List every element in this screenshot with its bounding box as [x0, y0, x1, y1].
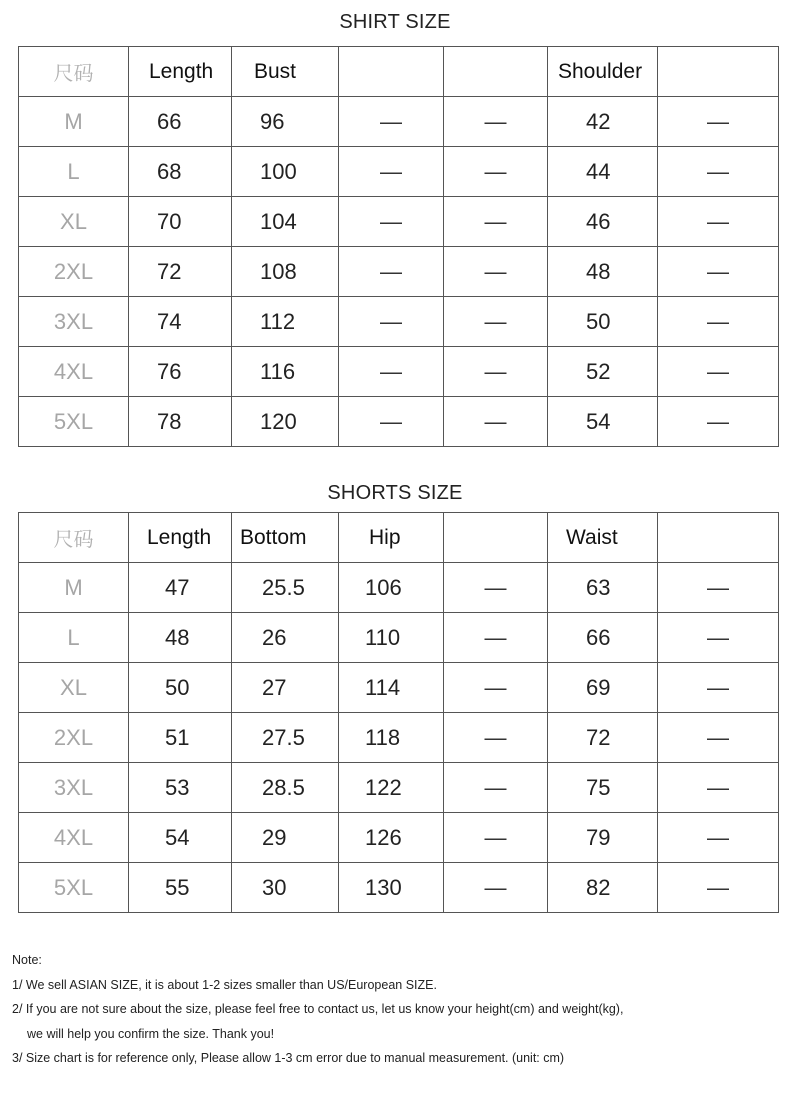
- shorts-table-cell: 122: [339, 763, 444, 813]
- shorts-table-cell: 66: [548, 613, 658, 663]
- shirt-table-cell: 96: [232, 97, 339, 147]
- shirt-table-cell: 68: [129, 147, 232, 197]
- shirt-table-cell: —: [658, 347, 779, 397]
- shorts-table-cell: 26: [232, 613, 339, 663]
- shirt-table-cell: 112: [232, 297, 339, 347]
- shorts-table-cell: 53: [129, 763, 232, 813]
- shorts-size-title: SHORTS SIZE: [327, 482, 463, 504]
- shirt-size-label: 3XL: [19, 297, 129, 347]
- shorts-size-label: 3XL: [19, 763, 129, 813]
- shorts-table-row: [19, 663, 779, 713]
- shorts-size-label: L: [19, 613, 129, 663]
- shirt-table-row: [19, 147, 779, 197]
- shirt-header-cell: Length: [129, 47, 232, 97]
- shorts-table-cell: 69: [548, 663, 658, 713]
- shorts-table-cell: —: [658, 813, 779, 863]
- shirt-table-cell: —: [658, 147, 779, 197]
- note-line-3: 3/ Size chart is for reference only, Please allow 1-3 cm error due to manual measurement. (unit: cm): [12, 1051, 565, 1065]
- shirt-table-cell: —: [658, 247, 779, 297]
- shorts-table-cell: 106: [339, 563, 444, 613]
- shirt-table-cell: —: [444, 397, 548, 447]
- shorts-size-table: [18, 512, 779, 913]
- shorts-table-cell: 27.5: [232, 713, 339, 763]
- shirt-table-cell: 52: [548, 347, 658, 397]
- shorts-table-cell: —: [444, 663, 548, 713]
- shorts-table-cell: 82: [548, 863, 658, 913]
- shorts-size-label: XL: [19, 663, 129, 713]
- shorts-table-cell: 72: [548, 713, 658, 763]
- shorts-table-cell: 51: [129, 713, 232, 763]
- shirt-header-cell: [339, 47, 444, 97]
- shirt-table-cell: —: [658, 397, 779, 447]
- shirt-table-cell: —: [444, 297, 548, 347]
- shorts-table-cell: —: [658, 613, 779, 663]
- shorts-header-cell: Hip: [339, 513, 444, 563]
- shirt-table-cell: 100: [232, 147, 339, 197]
- shorts-table-cell: 55: [129, 863, 232, 913]
- shorts-table-cell: —: [658, 863, 779, 913]
- shirt-table-row: [19, 347, 779, 397]
- shirt-table-cell: 54: [548, 397, 658, 447]
- shorts-table-cell: 25.5: [232, 563, 339, 613]
- note-line-1: 1/ We sell ASIAN SIZE, it is about 1-2 sizes smaller than US/European SIZE.: [12, 977, 437, 992]
- shirt-header-cell: [444, 47, 548, 97]
- shorts-header-cell: Length: [129, 513, 232, 563]
- shirt-table-cell: 78: [129, 397, 232, 447]
- shorts-table-cell: —: [444, 763, 548, 813]
- shirt-table-cell: 74: [129, 297, 232, 347]
- shirt-table-cell: 116: [232, 347, 339, 397]
- shorts-table-cell: —: [444, 813, 548, 863]
- shirt-table-cell: —: [444, 347, 548, 397]
- shirt-table-row: [19, 97, 779, 147]
- shirt-table-cell: —: [658, 197, 779, 247]
- shirt-size-label: 5XL: [19, 397, 129, 447]
- shirt-table-cell: 48: [548, 247, 658, 297]
- shorts-table-cell: —: [658, 713, 779, 763]
- shirt-table-cell: 70: [129, 197, 232, 247]
- shorts-header-cell: Waist: [548, 513, 658, 563]
- shorts-size-label: M: [19, 563, 129, 613]
- shorts-table-cell: 130: [339, 863, 444, 913]
- shirt-table-cell: —: [339, 197, 444, 247]
- shorts-table-cell: —: [658, 563, 779, 613]
- shirt-table-cell: 104: [232, 197, 339, 247]
- shorts-table-cell: 110: [339, 613, 444, 663]
- shirt-header-cell: Shoulder: [548, 47, 658, 97]
- shirt-table-cell: 66: [129, 97, 232, 147]
- shorts-size-label: 4XL: [19, 813, 129, 863]
- note-line-2: 2/ If you are not sure about the size, please feel free to contact us, let us know your height(cm) and weight(kg),: [12, 1002, 624, 1016]
- shorts-table-row: [19, 563, 779, 613]
- shirt-table-row: [19, 397, 779, 447]
- shorts-table-cell: 47: [129, 563, 232, 613]
- shirt-table-cell: —: [339, 347, 444, 397]
- shirt-table-cell: 120: [232, 397, 339, 447]
- shorts-table-cell: —: [658, 763, 779, 813]
- shirt-table-cell: 42: [548, 97, 658, 147]
- shirt-header-cell: 尺码: [19, 47, 129, 97]
- shirt-table-row: [19, 247, 779, 297]
- shorts-size-label: 2XL: [19, 713, 129, 763]
- shirt-table-cell: 46: [548, 197, 658, 247]
- shorts-table-cell: —: [444, 613, 548, 663]
- shorts-table-cell: —: [658, 663, 779, 713]
- shorts-table-cell: 50: [129, 663, 232, 713]
- shorts-table-row: [19, 813, 779, 863]
- shirt-table-cell: —: [339, 397, 444, 447]
- shorts-table-cell: 118: [339, 713, 444, 763]
- shorts-table-cell: —: [444, 713, 548, 763]
- shirt-table-cell: —: [658, 297, 779, 347]
- shirt-table-cell: —: [339, 247, 444, 297]
- shorts-table-cell: 126: [339, 813, 444, 863]
- shirt-size-label: L: [19, 147, 129, 197]
- shorts-header-cell: Bottom: [232, 513, 339, 563]
- shirt-size-table: [18, 46, 779, 447]
- shirt-table-cell: —: [658, 97, 779, 147]
- shorts-table-cell: 48: [129, 613, 232, 663]
- shirt-size-label: M: [19, 97, 129, 147]
- note-line-2-continued: we will help you confirm the size. Thank you!: [27, 1026, 275, 1041]
- shirt-table-cell: —: [444, 97, 548, 147]
- shorts-table-cell: 75: [548, 763, 658, 813]
- shirt-table-row: [19, 197, 779, 247]
- shorts-table-row: [19, 763, 779, 813]
- shorts-table-cell: 54: [129, 813, 232, 863]
- shirt-table-cell: 108: [232, 247, 339, 297]
- shorts-table-cell: 79: [548, 813, 658, 863]
- shirt-table-cell: —: [444, 197, 548, 247]
- shirt-table-cell: —: [339, 297, 444, 347]
- shorts-table-cell: 114: [339, 663, 444, 713]
- shorts-header-cell: [658, 513, 779, 563]
- shirt-table-cell: —: [444, 147, 548, 197]
- shirt-table-cell: 44: [548, 147, 658, 197]
- shorts-table-row: [19, 713, 779, 763]
- shirt-table-cell: —: [444, 247, 548, 297]
- shirt-table-cell: 50: [548, 297, 658, 347]
- shirt-header-cell: Bust: [232, 47, 339, 97]
- shorts-table-row: [19, 613, 779, 663]
- shorts-header-cell: 尺码: [19, 513, 129, 563]
- shirt-table-cell: 76: [129, 347, 232, 397]
- shorts-table-cell: 27: [232, 663, 339, 713]
- shorts-table-cell: 29: [232, 813, 339, 863]
- shorts-table-cell: 28.5: [232, 763, 339, 813]
- shorts-header-cell: [444, 513, 548, 563]
- shirt-header-row: [19, 47, 779, 97]
- shorts-table-cell: —: [444, 863, 548, 913]
- shirt-header-cell: [658, 47, 779, 97]
- shirt-table-row: [19, 297, 779, 347]
- shirt-size-title: SHIRT SIZE: [339, 11, 451, 33]
- shirt-table-cell: 72: [129, 247, 232, 297]
- shorts-table-cell: 30: [232, 863, 339, 913]
- shorts-header-row: [19, 513, 779, 563]
- shirt-table-cell: —: [339, 97, 444, 147]
- shorts-table-cell: —: [444, 563, 548, 613]
- shirt-table-cell: —: [339, 147, 444, 197]
- shorts-table-cell: 63: [548, 563, 658, 613]
- shirt-size-label: 4XL: [19, 347, 129, 397]
- shorts-table-row: [19, 863, 779, 913]
- notes-section: [12, 948, 782, 1071]
- shorts-size-label: 5XL: [19, 863, 129, 913]
- shirt-size-label: XL: [19, 197, 129, 247]
- shirt-size-label: 2XL: [19, 247, 129, 297]
- notes-label: Note:: [12, 953, 42, 967]
